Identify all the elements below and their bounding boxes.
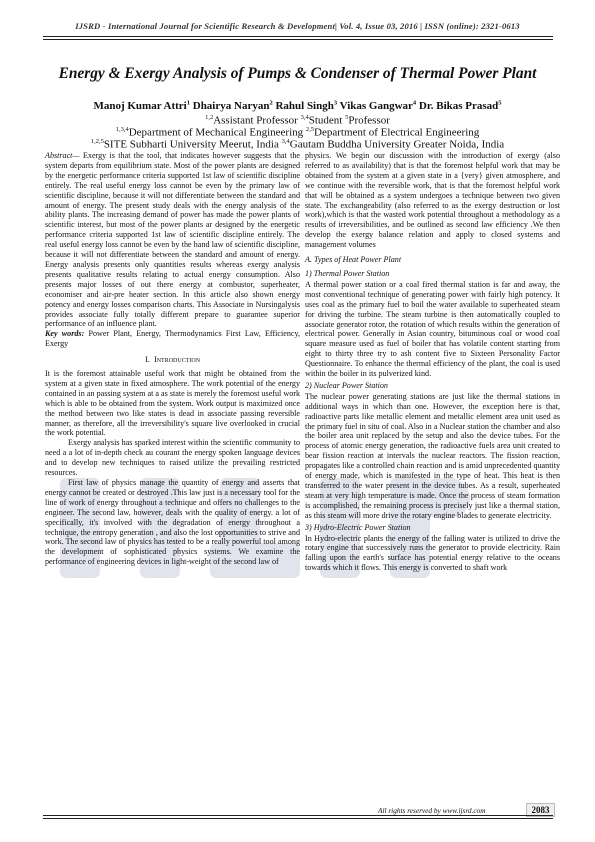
author-3: Rahul Singh$^3$ bbox=[275, 99, 338, 112]
abstract bbox=[45, 151, 300, 329]
affiliation-departments: $^{1,3,4}$Department of Mechanical Engineering $^{2,5}$Department of Electrical Engineering bbox=[115, 126, 480, 139]
intro-continued: physics. We begin our discussion with the introduction of exergy (also referred to as availability) that is that the foremost helpful work that may be obtained from the system at a given state in a {very} given atmosphere, and we continue with the reversible work, that is that the foremost helpful work that will be obtained as a system undergoes a technique between two given state. The exchangeability (also referred to as the exergy destruction or lost work),which is that the wasted work potential throughout a methodology as a results of irreversibilities, and be outlined as second law efficiency .We then develop the exergy balance relation and apply to closed systems and management volumes bbox=[305, 151, 560, 250]
subsection-heading-types: A. Types of Heat Power Plant bbox=[305, 255, 402, 265]
author-2: Dhairya Naryan$^2$ bbox=[192, 99, 273, 112]
author-list bbox=[45, 99, 550, 112]
author-4: Vikas Gangwar$^4$ bbox=[339, 99, 417, 112]
page-number: 2083 bbox=[526, 803, 555, 817]
right-column bbox=[305, 151, 560, 573]
nuclear-station-text: The nuclear power generating stations are just like the thermal stations in additional ways in which than one. However, the exception here is that, radioactive parts like metallic element and metallic element area unit used as the primary fuel in situ of coal. Also in a Nuclear station the chamber and also the boiler area unit replaced by the setup and also the device tubes. For the process of atomic energy generation, the radioactive fuels area unit created to bear fission reaction at intervals the nuclear reactors. The fission reaction, propagates like a controlled chain reaction and is amid unprecedented quantity of energy made, which is manifested in the type of heat. This heat is then transferred to the water present in the device tubes. As a result, superheated steam at very high temperature is made. Once the process of steam formation is accomplished, the remaining process is precisely just like a thermal station, as this steam will more drive the rotary engine blades to generate electricity. bbox=[305, 391, 560, 520]
left-column bbox=[45, 151, 300, 567]
paper-title: Energy & Exergy Analysis of Pumps & Condenser of Thermal Power Plant bbox=[58, 65, 537, 82]
author-5: Dr. Bikas Prasad$^5$ bbox=[418, 99, 502, 112]
keywords bbox=[45, 329, 300, 349]
keywords-text: Power Plant, Energy, Thermodynamics First Law, Efficiency, Exergy bbox=[45, 329, 300, 349]
footer-rule-thin bbox=[43, 818, 553, 819]
hydro-station-text: In Hydro-electric plants the energy of the falling water is utilized to drive the rotary engine that successively runs the generator to provide electricity. Rain falling upon the earth's surface has potential energy relative to the oceans towards which it flows. This energy is converted to shaft work bbox=[305, 533, 560, 573]
footer-rule bbox=[43, 815, 553, 816]
abstract-label: Abstract— bbox=[45, 151, 80, 160]
thermal-station-heading: 1) Thermal Power Station bbox=[305, 268, 390, 278]
header-rule-thin bbox=[43, 39, 553, 40]
section-heading-introduction: I. Introduction bbox=[144, 355, 201, 365]
intro-paragraph-3: First law of physics manage the quantity of energy and asserts that energy cannot be created or destroyed .This law just is a necessary tool for the line of work of energy throughout a technique and offers no challenges to the engineer. The second law, however, deals with the quality of energy. a lot of specifically, it's involved with the degradation of energy throughout a technique, the entropy generation , and also the lost opportunities to strive and work. The second law of physics has tested to be a really powerful tool among the development of sophisticated physics systems. We examine the performance of engineering devices in light-weight of the second law of bbox=[45, 478, 300, 567]
keywords-label: Key words: bbox=[45, 329, 85, 339]
nuclear-station-heading: 2) Nuclear Power Station bbox=[305, 380, 388, 390]
affiliation-universities: $^{1,2,5}$SITE Subharti University Meerut, India $^{3,4}$Gautam Buddha University Greater Noida, India bbox=[90, 138, 505, 151]
abstract-text: Exergy is that the tool, that indicates however suggests that the system departs from equilibrium state. Most of the power plants are designed by the energetic performance criteria supported 1st law of scientific discipline entirely. The real useful energy loss cannot be even by the primary law of scientific discipline, because it will not differentiate between the standard and amount of energy. The present study deals with the energy analysis of the ability plants. The increasing demand of power has made the power plants of scientific interest, but most of the power plants ar designed by the energetic performance criteria supported 1st law of scientific discipline entirely. The real useful energy loss cannot be even by the hand law of scientific discipline, because it will not differentiate between the standard and amount of energy. Energy analysis presents only quantities results whereas exergy analysis presents qualitative results relating to actual energy consumption. Also presents major losses of out there energy at combustor, superheater, economiser and air-pre heater section. In this article also shown energy potency and energy losses comparison charts. This Associate in Nursingalysis provides associate fully totally different prepare to guarantee superior performance of an influence plant. bbox=[45, 151, 300, 329]
author-1: Manoj Kumar Attri$^1$ bbox=[93, 99, 190, 112]
header-rule bbox=[43, 36, 553, 37]
footer-rights: All rights reserved by www.ijsrd.com bbox=[378, 806, 486, 815]
affiliation-roles: $^{1,2}$Assistant Professor $^{3,4}$Student $^5$Professor bbox=[205, 114, 390, 127]
hydro-station-heading: 3) Hydro-Electric Power Station bbox=[305, 522, 411, 532]
journal-header: IJSRD - International Journal for Scientific Research & Development| Vol. 4, Issue 03, 2016 | ISSN (online): 2321-0613 bbox=[75, 21, 520, 31]
thermal-station-text: A thermal power station or a coal fired thermal station is far and away, the most conventional technique of generating power with fairly high potency. It uses coal as the primary fuel to boil the water available to superheated steam for driving the turbine. The steam turbine is then automatically coupled to associate generator rotor, the rotation of which results within the generation of electrical power. Generally in Asian country, bituminous coal or wood coal square measure used as fuel of boiler that has volatile content starting from eight to thirty three try to ash content five to Sixteen Personality Factor Questionnaire. To enhance the thermal efficiency of the plant, the coal is used within the boiler in its pulverized kind. bbox=[305, 279, 560, 379]
intro-paragraph-1: It is the foremost attainable useful work that might be obtained from the system at a given state in fixed atmosphere. The work potential of the energy contained in an passing system at a as state is merely the foremost useful work which is able to be obtained from the system. Work output is maximized once the method between two like states is dead in associate passing reversible manner, as therefore, all the irreversibility's square live overlooked in crucial the work potential. bbox=[45, 369, 300, 438]
intro-paragraph-2: Exergy analysis has sparked interest within the scientific community to need a a lot of in-depth check au courant the energy spoken language devices and to develop new techniques to raised utilize the prevailing restricted resources. bbox=[45, 438, 300, 478]
